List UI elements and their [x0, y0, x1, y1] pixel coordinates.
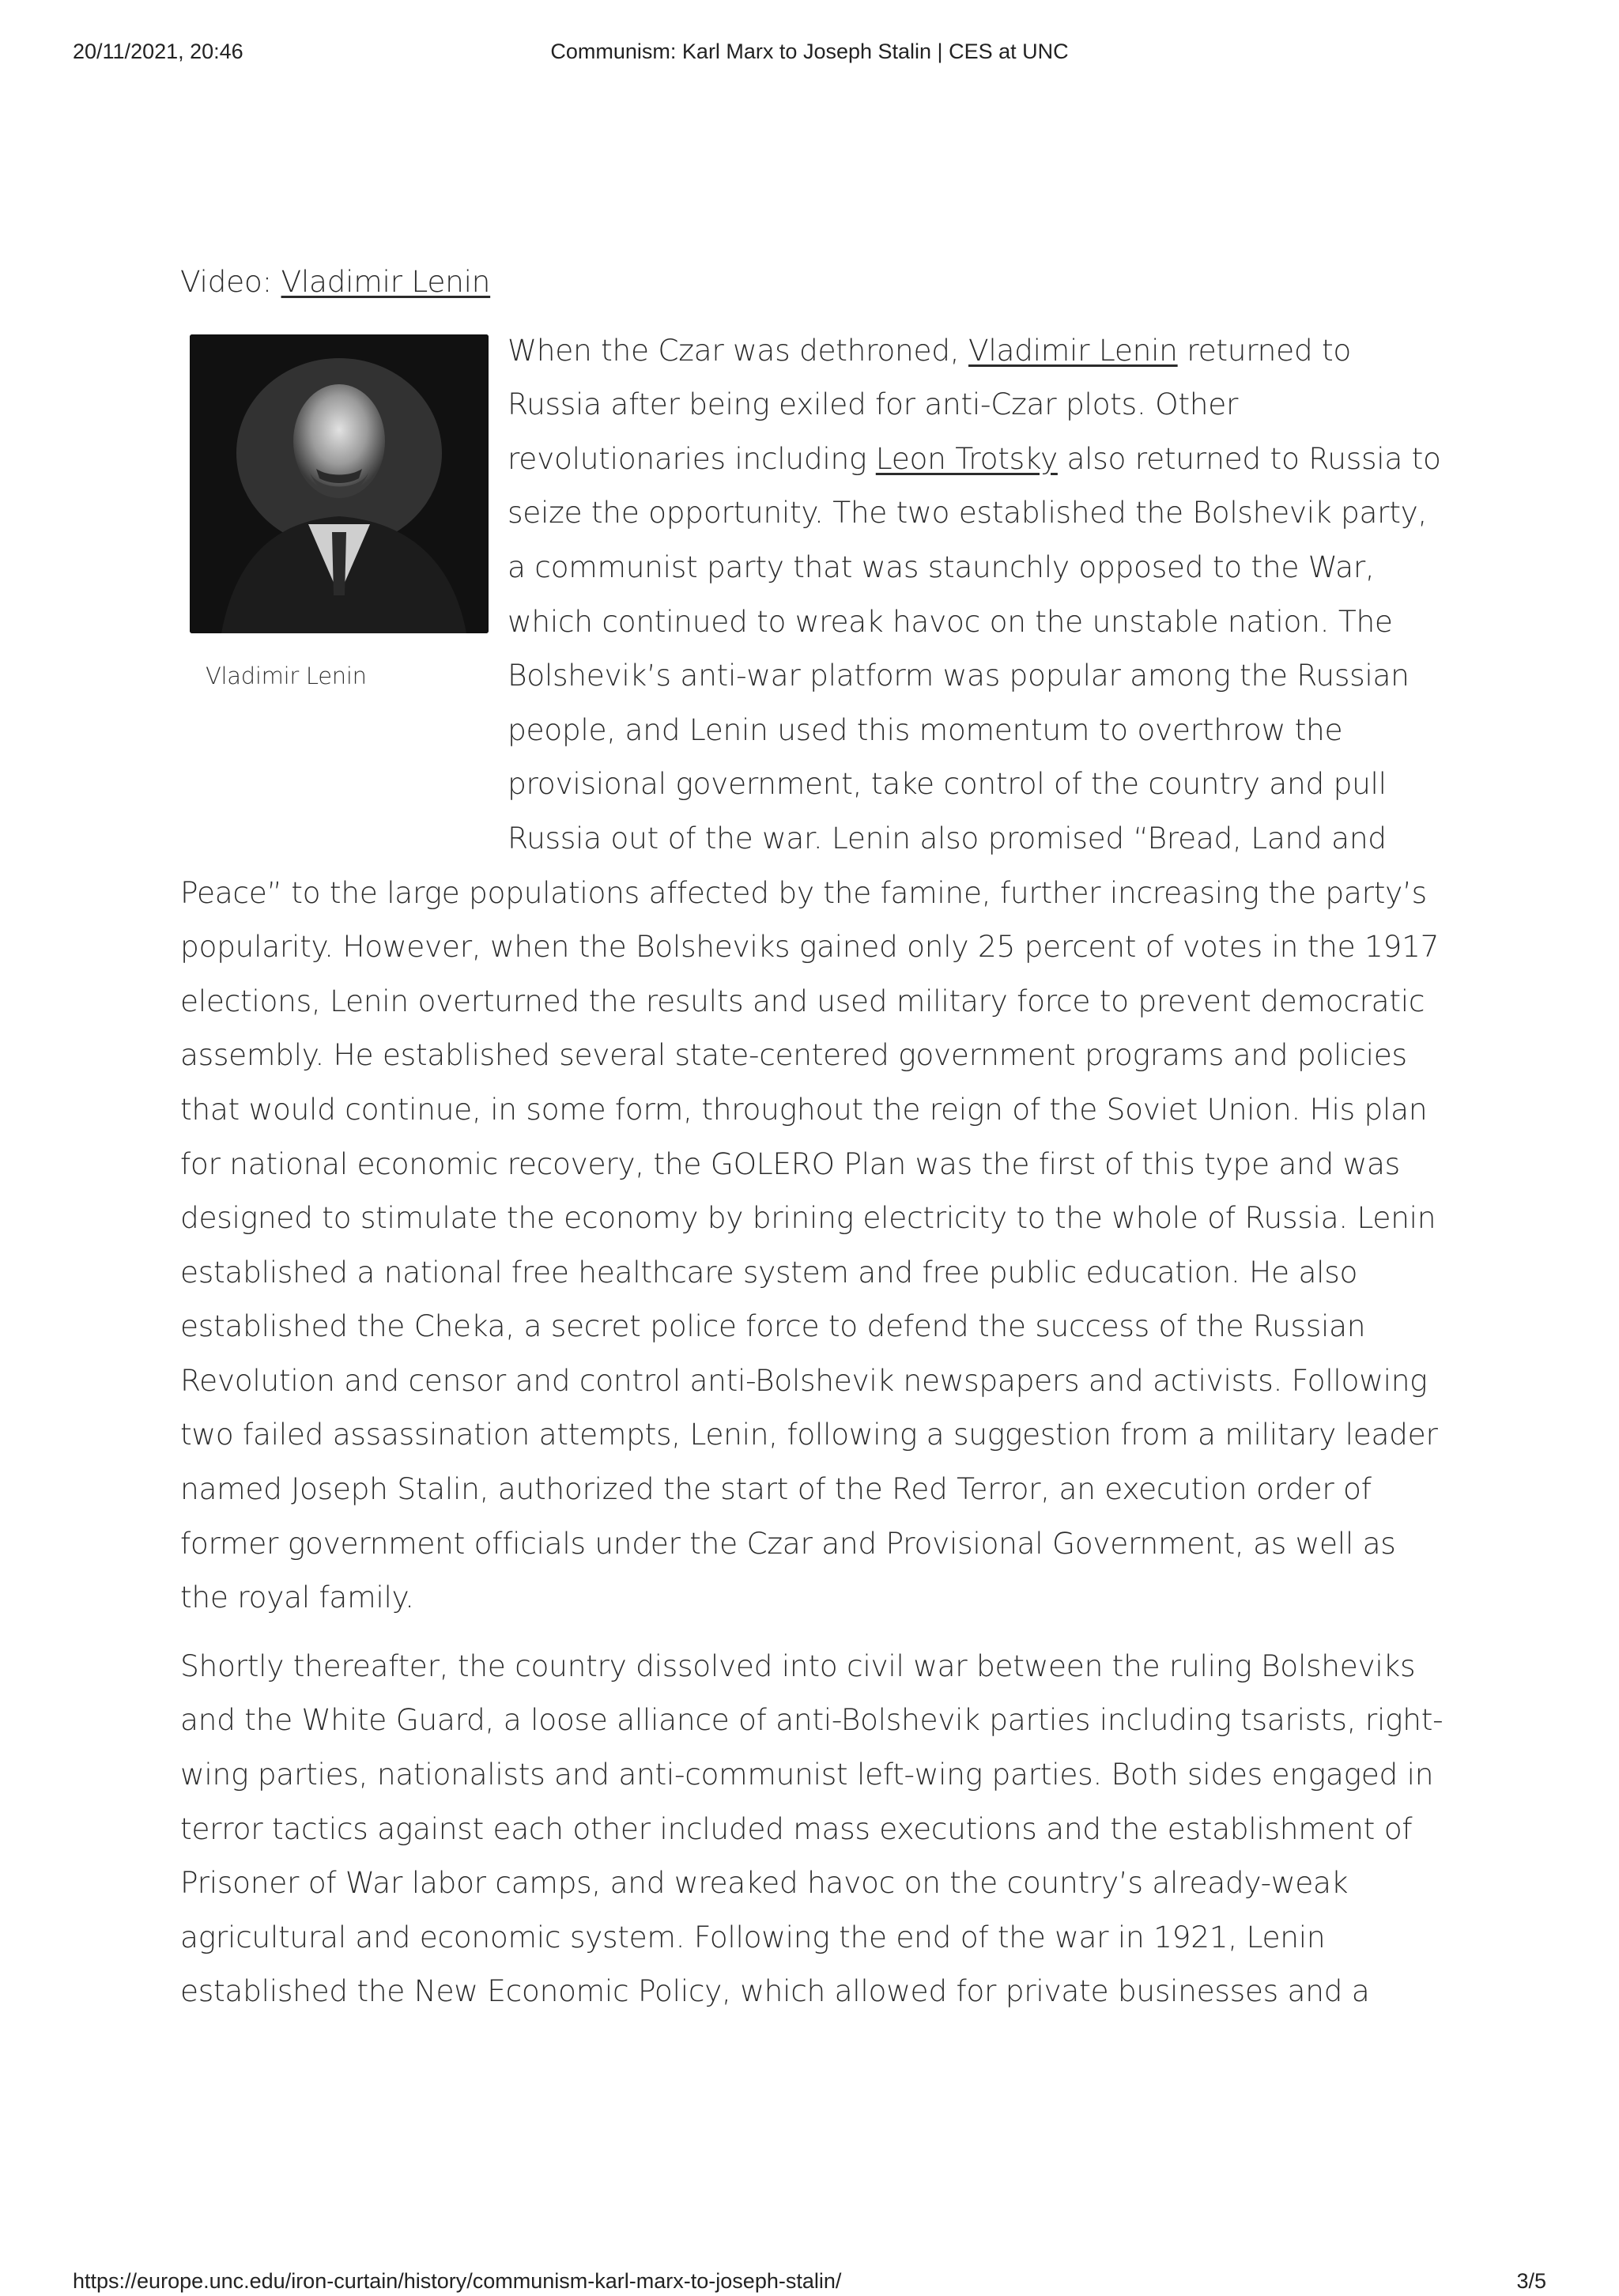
- page-number: 3/5: [1516, 2269, 1546, 2293]
- paragraph-1-text-b: returned to Russia after being exiled for anti-Czar plots. Other revolutionaries including: [508, 332, 1352, 476]
- video-link-vladimir-lenin[interactable]: Vladimir Lenin: [281, 264, 491, 299]
- lenin-portrait-image: [190, 334, 489, 633]
- print-url: https://europe.unc.edu/iron-curtain/history/communism-karl-marx-to-joseph-stalin/: [73, 2269, 842, 2293]
- article-content: [180, 255, 1445, 2018]
- portrait-silhouette-icon: [190, 334, 489, 633]
- figure-caption: Vladimir Lenin: [206, 662, 367, 689]
- video-prefix: Video:: [180, 264, 281, 299]
- paragraph-1-text-c: also returned to Russia to seize the opportunity. The two established the Bolshevik party, a communist party that was staunchly opposed to the War, which continued to wreak havoc on the unstable nation. The Bolshevik’s anti-war platform was popular among the Russian people, and Lenin used this momentum to overthrow the provisional government, take control of the country and pull Russia out of the war. Lenin also promised “Bread, Land and Peace” to the large populations affected by the famine, further increasing the party’s popularity. However, when the Bolsheviks gained only 25 percent of votes in the 1917 elections, Lenin overturned the results and used military force to prevent democratic assembly. He established several state-centered government programs and policies that would continue, in some form, throughout the reign of the Soviet Union. His plan for national economic recovery, the GOLERO Plan was the first of this type and was designed to stimulate the economy by brining electricity to the whole of Russia. Lenin established a national free healthcare system and free public education. He also established the Cheka, a secret police force to defend the success of the Russian Revolution and censor and control anti-Bolshevik newspapers and activists. Following two failed assassination attempts, Lenin, following a suggestion from a military leader named Joseph Stalin, authorized the start of the Red Terror, an execution order of former government officials under the Czar and Provisional Government, as well as the royal family.: [180, 440, 1441, 1615]
- print-datetime: 20/11/2021, 20:46: [73, 40, 243, 63]
- print-header: [0, 40, 1619, 66]
- lenin-figure: [190, 334, 498, 809]
- paragraph-1-text-a: When the Czar was dethroned,: [508, 332, 969, 368]
- link-leon-trotsky[interactable]: Leon Trotsky: [875, 440, 1058, 476]
- print-footer: [0, 2269, 1619, 2296]
- link-vladimir-lenin[interactable]: Vladimir Lenin: [968, 332, 1178, 368]
- video-line: [180, 255, 1445, 309]
- print-page-title: Communism: Karl Marx to Joseph Stalin | CES at UNC: [550, 40, 1069, 63]
- paragraph-2: Shortly thereafter, the country dissolved into civil war between the ruling Bolsheviks and the White Guard, a loose alliance of anti-Bolshevik parties including tsarists, right-wing parties, nationalists and anti-communist left-wing parties. Both sides engaged in terror tactics against each other included mass executions and the establishment of Prisoner of War labor camps, and wreaked havoc on the country’s already-weak agricultural and economic system. Following the end of the war in 1921, Lenin established the New Economic Policy, which allowed for private businesses and a: [180, 1648, 1444, 2009]
